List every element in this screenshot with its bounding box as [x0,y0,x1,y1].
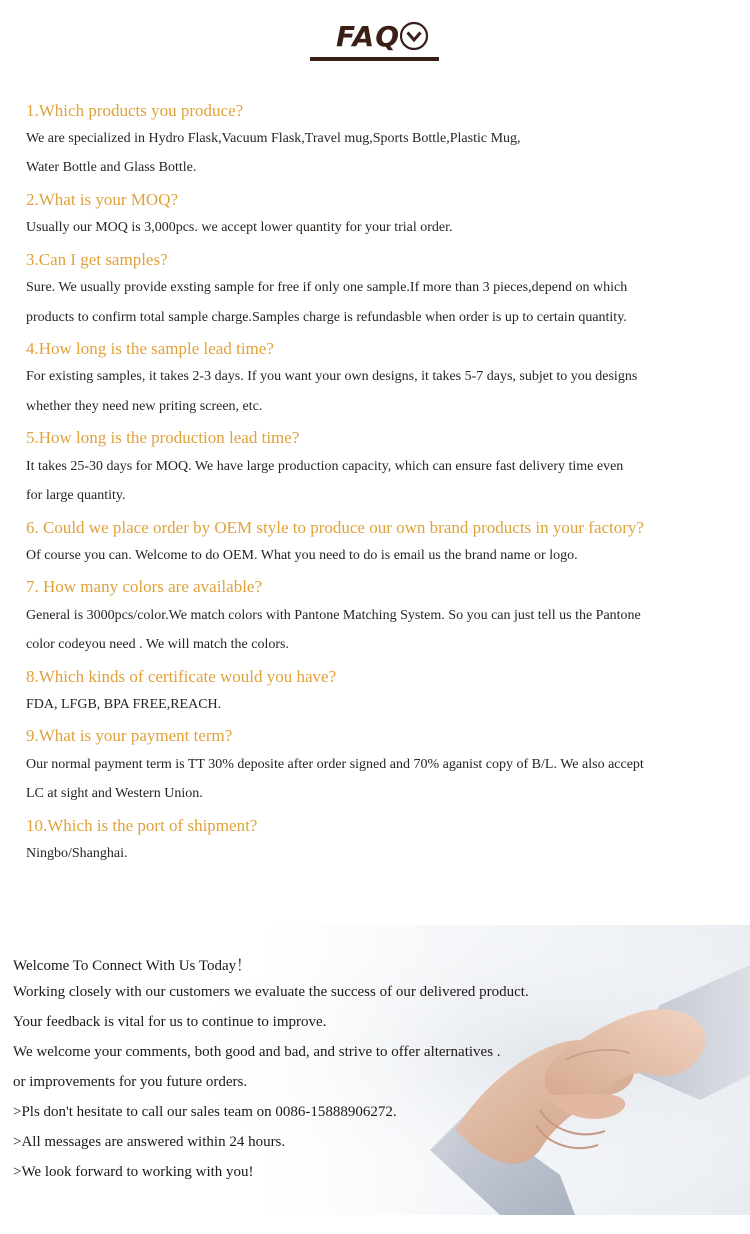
faq-answer-line: Water Bottle and Glass Bottle. [26,160,197,175]
faq-answer-line: for large quantity. [26,488,126,503]
closing-line: or improvements for you future orders. [13,1074,248,1090]
faq-answer-line: For existing samples, it takes 2-3 days. If you want your own designs, it takes 5-7 days, subjet to you designs [26,369,638,384]
faq-question: 6. Could we place order by OEM style to produce our own brand products in your factory? [26,518,644,537]
faq-answer-line: whether they need new priting screen, etc. [26,399,263,414]
faq-answer-line: FDA, LFGB, BPA FREE,REACH. [26,697,222,712]
faq-question: 10.Which is the port of shipment? [26,816,258,835]
faq-answer-line: products to confirm total sample charge.Samples charge is refundasble when order is up to certain quantity. [26,310,627,325]
closing-line: >Pls don't hesitate to call our sales team on 0086-15888906272. [13,1104,397,1120]
faq-question: 5.How long is the production lead time? [26,428,300,447]
faq-answer-line: Of course you can. Welcome to do OEM. What you need to do is email us the brand name or logo. [26,548,578,563]
faq-answer-line: We are specialized in Hydro Flask,Vacuum Flask,Travel mug,Sports Bottle,Plastic Mug, [26,131,521,146]
faq-answer-line: Our normal payment term is TT 30% deposite after order signed and 70% aganist copy of B/L. We also accept [26,757,644,772]
closing-line: We welcome your comments, both good and bad, and strive to offer alternatives . [13,1044,501,1060]
faq-title: FAQ [336,20,400,53]
closing-line: Working closely with our customers we evaluate the success of our delivered product. [13,984,529,1000]
header-underline [310,57,439,61]
closing-line: >We look forward to working with you! [13,1164,254,1180]
faq-question: 1.Which products you produce? [26,101,244,120]
faq-answer-line: Ningbo/Shanghai. [26,846,128,861]
faq-answer-line: LC at sight and Western Union. [26,786,203,801]
closing-line: Welcome To Connect With Us Today！ [13,958,252,974]
chevron-down-circle-icon [399,21,429,51]
faq-answer-line: General is 3000pcs/color.We match colors with Pantone Matching System. So you can just tell us the Pantone [26,608,641,623]
closing-banner [0,925,750,1215]
faq-answer-line: Sure. We usually provide exsting sample for free if only one sample.If more than 3 pieces,depend on which [26,280,628,295]
faq-question: 8.Which kinds of certificate would you have? [26,667,337,686]
closing-line: Your feedback is vital for us to continue to improve. [13,1014,327,1030]
faq-answer-line: Usually our MOQ is 3,000pcs. we accept lower quantity for your trial order. [26,220,453,235]
faq-answer-line: color codeyou need . We will match the colors. [26,637,289,652]
faq-question: 4.How long is the sample lead time? [26,339,274,358]
faq-question: 9.What is your payment term? [26,726,233,745]
faq-question: 7. How many colors are available? [26,577,263,596]
faq-header [0,18,750,68]
faq-answer-line: It takes 25-30 days for MOQ. We have large production capacity, which can ensure fast delivery time even [26,459,624,474]
faq-question: 3.Can I get samples? [26,250,168,269]
faq-question: 2.What is your MOQ? [26,190,179,209]
closing-line: >All messages are answered within 24 hours. [13,1134,286,1150]
